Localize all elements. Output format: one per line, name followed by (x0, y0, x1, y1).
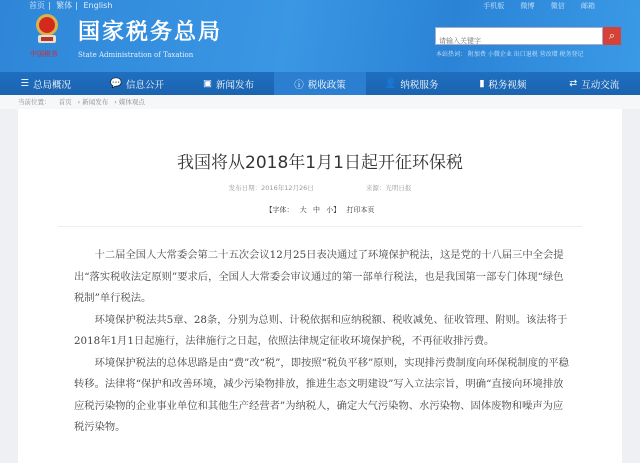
paragraph: 环境保护税法共5章、28条，分别为总则、计税依据和应纳税额、税收减免、征收管理、附则。该法将于2018年1月1日起施行，法律施行之日起，依照法律规定征收环境保护税，不再征收排污费。 (74, 313, 568, 347)
top-link-english[interactable]: English (83, 1, 113, 10)
font-medium-button[interactable]: 中 (313, 206, 320, 214)
chat-icon: 💬 (110, 78, 123, 89)
article-source: 来源：光明日报 (365, 184, 412, 192)
font-small-button[interactable]: 小】 (326, 206, 341, 214)
main-nav (0, 72, 640, 95)
font-large-button[interactable]: 大 (299, 206, 307, 214)
search-box (435, 27, 603, 45)
top-right-links (469, 1, 595, 11)
breadcrumb-news[interactable]: 新闻发布 (82, 98, 109, 106)
site-subtitle: State Administration of Taxation (78, 51, 194, 59)
logo-calligraphy: 中国税务 (30, 50, 58, 58)
article-tools (18, 205, 622, 215)
breadcrumb: 当前位置： 首页 › 新闻发布 › 媒体观点 (0, 95, 640, 109)
video-icon: ▮ (479, 78, 485, 89)
nav-item-overview[interactable] (0, 72, 91, 95)
search-input[interactable] (436, 34, 602, 50)
nav-label: 信息公开 (126, 79, 165, 91)
mobile-link[interactable]: 手机版 (483, 2, 505, 10)
info-icon: ⓘ (294, 79, 304, 91)
national-emblem-icon (32, 13, 62, 47)
weibo-link[interactable]: 微博 (520, 2, 535, 10)
font-size-label: 【字体： (265, 206, 294, 214)
nav-label: 新闻发布 (216, 79, 255, 91)
nav-label: 税务视频 (488, 79, 527, 91)
nav-item-video[interactable] (457, 72, 548, 95)
menu-icon: ☰ (20, 78, 29, 89)
breadcrumb-prefix: 当前位置： (18, 98, 51, 106)
search-icon: ⌕ (608, 29, 616, 42)
article-panel (18, 109, 622, 463)
wechat-link[interactable]: 微信 (550, 2, 565, 10)
nav-label: 总局概况 (32, 79, 71, 91)
top-links: 首页 | 繁体 | English (29, 1, 113, 10)
article-body (74, 245, 570, 439)
nav-item-policy[interactable] (274, 72, 365, 95)
paragraph: 环境保护税法的总体思路是由“费”改“税”，即按照“税负平移”原则，实现排污费制度向环保税制度的平稳转移。法律将“保护和改善环境，减少污染物排放，推进生态文明建设”写入立法宗旨，明确“直接向环境排放应税污染物的企业事业单位和其他生产经营者”为纳税人，确定大气污染物、水污染物、固体废物和噪声为应税污染物。 (74, 356, 569, 433)
top-link-traditional[interactable]: 繁体 (56, 1, 73, 10)
top-link-home[interactable]: 首页 (29, 1, 45, 10)
exchange-icon: ⇄ (569, 78, 578, 89)
article-meta (18, 184, 622, 193)
publish-date: 发布日期：2016年12月26日 (228, 184, 314, 192)
nav-label: 纳税服务 (400, 79, 439, 91)
nav-item-info[interactable] (91, 72, 182, 95)
site-header (0, 0, 640, 72)
breadcrumb-home[interactable]: 首页 (58, 98, 72, 106)
breadcrumb-media[interactable]: 媒体观点 (118, 98, 145, 106)
nav-label: 税收政策 (307, 79, 346, 91)
hot-words[interactable]: 本站热词： 附加费 小微企业 出口退税 营改增 税务登记 (436, 51, 584, 58)
news-icon: ▣ (203, 78, 213, 89)
person-icon: 👤 (384, 78, 397, 89)
search-button[interactable] (603, 27, 621, 45)
site-title[interactable]: 国家税务总局 (78, 20, 223, 45)
paragraph: 十二届全国人大常委会第二十五次会议12月25日表决通过了环境保护税法，这是党的十八届三中全会提出“落实税收法定原则”要求后，全国人大常委会审议通过的第一部单行税法，也是我国第一部专门体现“绿色税制”单行税法。 (74, 249, 564, 304)
mail-link[interactable]: 邮箱 (581, 2, 595, 10)
divider (58, 226, 582, 227)
nav-item-news[interactable] (183, 72, 274, 95)
print-button[interactable]: 打印本页 (346, 206, 375, 214)
nav-item-service[interactable] (366, 72, 457, 95)
nav-item-interaction[interactable] (549, 72, 640, 95)
nav-label: 互动交流 (581, 79, 620, 91)
article-title: 我国将从2018年1月1日起开征环保税 (177, 153, 463, 173)
